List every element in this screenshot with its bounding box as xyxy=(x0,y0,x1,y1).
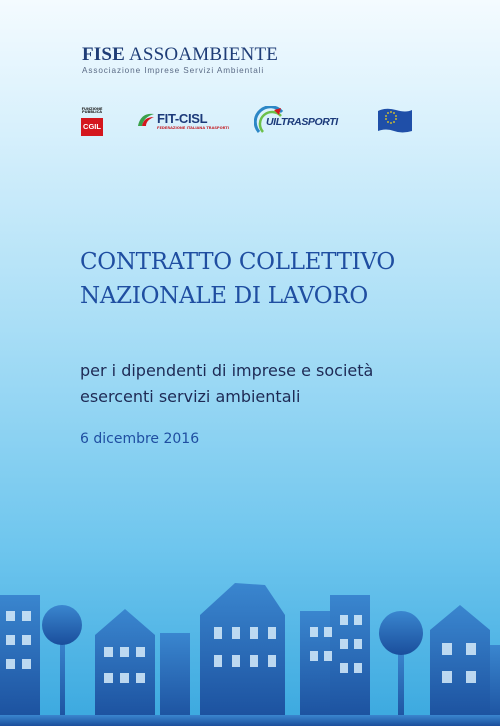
fit-cisl-logo xyxy=(137,110,230,134)
fit-cisl-name: FIT-CISL xyxy=(157,111,208,126)
cgil-box-text: CGIL xyxy=(81,118,103,136)
title-line-2: NAZIONALE DI LAVORO xyxy=(80,283,368,309)
publisher-name xyxy=(82,45,278,65)
fiadel-logo xyxy=(376,107,414,135)
document-title xyxy=(80,245,395,313)
uiltrasporti-name: UILTRASPORTI xyxy=(266,116,338,128)
publisher-name-bold: FISE xyxy=(82,44,126,65)
title-line-1: CONTRATTO COLLETTIVO xyxy=(80,249,395,275)
document-date: 6 dicembre 2016 xyxy=(80,431,200,447)
publisher-tagline: Associazione Imprese Servizi Ambientali xyxy=(82,66,265,75)
fit-cisl-tagline: FEDERAZIONE ITALIANA TRASPORTI xyxy=(157,126,230,130)
fit-cisl-mark-icon xyxy=(137,112,155,128)
subtitle-line-1: per i dipendenti di imprese e società xyxy=(80,361,374,380)
cgil-logo xyxy=(81,108,103,136)
subtitle-line-2: esercenti servizi ambientali xyxy=(80,386,301,406)
document-subtitle xyxy=(80,358,373,409)
fiadel-flag-icon xyxy=(376,107,414,135)
cgil-top-text: FUNZIONE PUBBLICA xyxy=(81,107,103,115)
fise-assoambiente-logo xyxy=(82,45,278,75)
fiadel-name xyxy=(414,107,415,108)
city-skyline-illustration xyxy=(0,575,500,726)
uiltrasporti-logo xyxy=(254,106,338,136)
publisher-name-rest: ASSOAMBIENTE xyxy=(128,44,279,65)
union-logos-row xyxy=(0,106,500,138)
